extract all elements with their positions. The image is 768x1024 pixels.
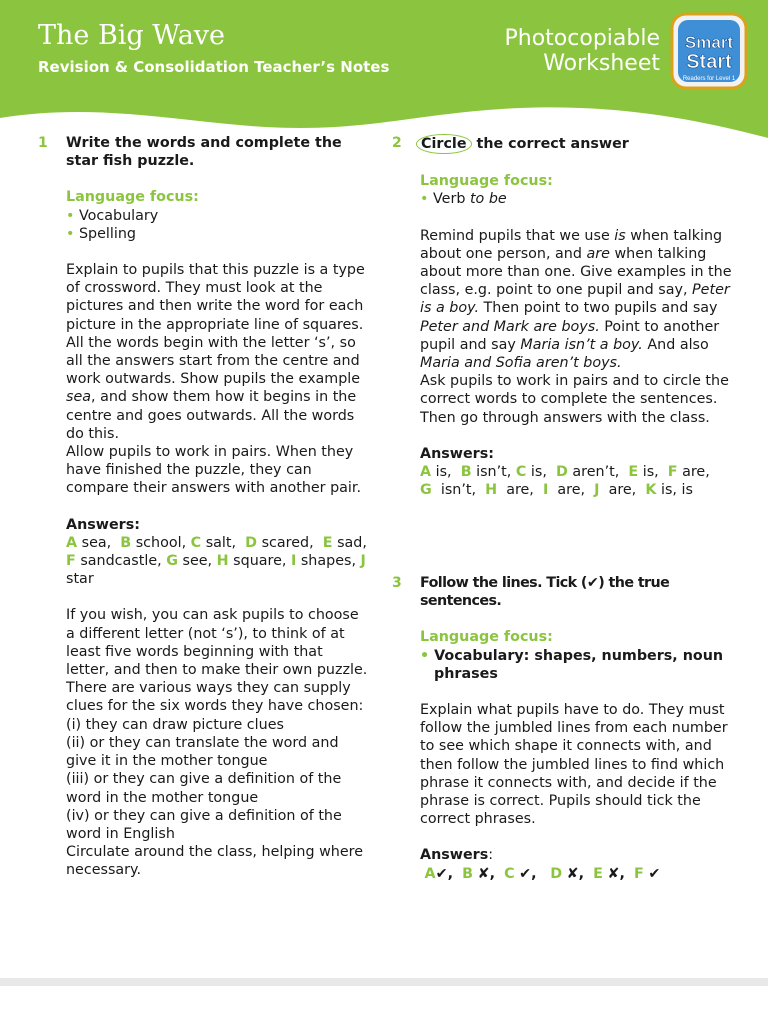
photocopiable-line: Photocopiable [504, 26, 660, 51]
focus-item: • Vocabulary: shapes, numbers, noun phrases [420, 647, 724, 682]
smart-start-logo [664, 6, 754, 96]
language-focus-label: Language focus: [420, 173, 553, 190]
focus-item: • Verb to be [420, 191, 507, 208]
section-question: Follow the lines. Tick (✔) the true sentences. [420, 575, 670, 610]
svg-text:Start: Start [686, 51, 732, 73]
answers-list: A✔, B ✘, C ✔, D ✘, E ✘, F ✔ [424, 865, 661, 882]
worksheet-title: The Big Wave [38, 20, 226, 51]
pairs-text: Allow pupils to work in pairs. When they have finished the puzzle, they can compare their answers with another pair. [66, 444, 362, 497]
extension-text: If you wish, you can ask pupils to choose a different letter (not ‘s’), to think of at least five words beginning with that letter, and then to make their own puzzle. There are various ways they can supply clues for the six words they have chosen: [66, 607, 368, 715]
answers-label: Answers: [420, 445, 494, 462]
language-focus-label: Language focus: [420, 629, 553, 646]
section-2 [392, 134, 737, 499]
page-header [0, 0, 768, 150]
worksheet-line: Worksheet [543, 51, 660, 76]
section-number: 2 [392, 135, 402, 151]
section-3 [392, 574, 737, 883]
svg-text:Smart: Smart [684, 33, 734, 52]
section-question: Write the words and complete the star fish puzzle. [66, 135, 342, 170]
answers-label: Answers: [66, 516, 140, 533]
photocopiable-label [505, 26, 660, 76]
instructions-text: Remind pupils that we use is when talking about one person, and are when talking about more than one. Give examples in the class, e.g. point to one pupil and say, Peter is a boy. Then point to two pupils and say Peter and Mark are boys. Point to another pupil and say Maria isn’t a boy. And also Maria and Sofia aren’t boys. [420, 227, 732, 372]
section-number: 1 [38, 135, 48, 151]
clue-item: (i) they can draw picture clues [66, 716, 284, 733]
answers-list: A sea, B school, C salt, D scared, E sad, F sandcastle, G see, H square, I shapes, J star [66, 534, 367, 588]
focus-item: • Spelling [66, 225, 136, 242]
pairs-text: Ask pupils to work in pairs and to circle the correct words to complete the sentences. Then go through answers with the class. [420, 373, 729, 426]
footer-divider [0, 978, 768, 986]
worksheet-subtitle: Revision & Consolidation Teacher’s Notes [38, 58, 390, 76]
focus-item: • Vocabulary [66, 207, 159, 224]
instructions-text: Explain to pupils that this puzzle is a type of crossword. They must look at the pictures and then write the word for each picture in the appropriate line of squares. All the words begin with the letter ‘s’, so all the answers start from the centre and work outwards. Show pupils the example sea, and show them how it begins in the centre and goes outwards. All the words do this. [66, 262, 365, 442]
section-1 [38, 134, 368, 880]
svg-text:Readers for Level 1: Readers for Level 1 [682, 76, 736, 82]
answers-list: A is, B isn’t, C is, D aren’t, E is, F are, G isn’t, H are, I are, J are, K is, is [420, 464, 710, 499]
section-question: Circle the correct answer [420, 134, 737, 154]
clue-item: (iii) or they can give a definition of the word in the mother tongue [66, 771, 342, 806]
clue-item: (ii) or they can translate the word and give it in the mother tongue [66, 734, 339, 770]
instructions-text: Explain what pupils have to do. They must follow the jumbled lines from each number to see which shape it connects with, and then follow the jumbled lines to find which phrase it connects with, and decide if the phrase is correct. Pupils should tick the correct phrases. [420, 702, 728, 828]
language-focus-label: Language focus: [66, 189, 199, 206]
closing-text: Circulate around the class, helping where necessary. [66, 844, 363, 879]
clue-item: (iv) or they can give a definition of the word in English [66, 807, 342, 842]
answers-label: Answers: [420, 847, 494, 864]
section-number: 3 [392, 575, 402, 591]
